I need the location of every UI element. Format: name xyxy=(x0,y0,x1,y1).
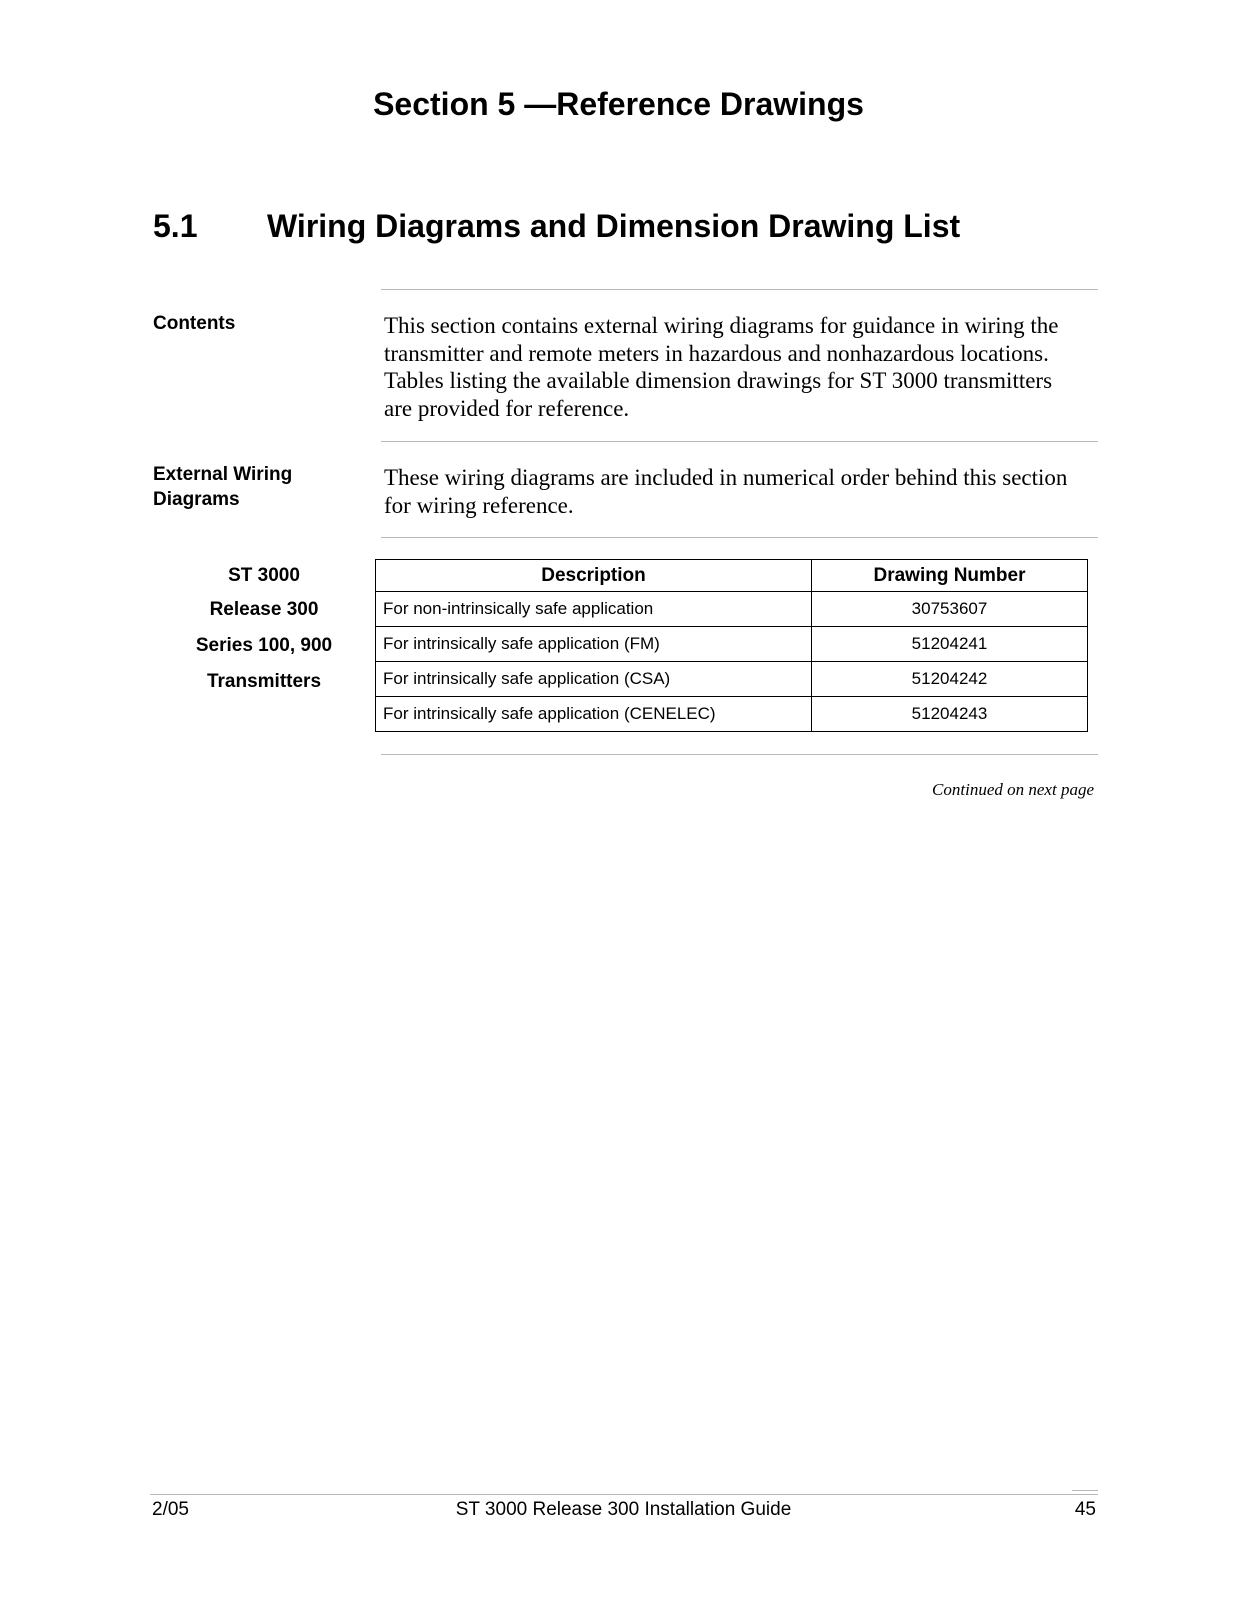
contents-label: Contents xyxy=(153,313,236,334)
table-row xyxy=(376,627,1088,662)
footer-guide-title: ST 3000 Release 300 Installation Guide xyxy=(455,1499,792,1520)
external-wiring-label xyxy=(153,462,353,512)
divider xyxy=(381,289,1098,290)
row-drawing-number: 30753607 xyxy=(812,592,1088,627)
subsection-heading xyxy=(153,208,960,245)
row-description: For intrinsically safe application (CSA) xyxy=(376,662,812,697)
column-header-description: Description xyxy=(376,560,812,592)
external-wiring-label-line2: Diagrams xyxy=(153,489,240,510)
table-row xyxy=(376,662,1088,697)
table-label-line3: Series 100, 900 xyxy=(195,635,333,656)
contents-text: This section contains external wiring diagrams for guidance in wiring the transmitter and remote meters in hazardous and nonhazardous locations. Tables listing the available dimension drawings for ST 3000 transmitters are provided for reference. xyxy=(384,313,1059,421)
row-drawing-number: 51204243 xyxy=(812,697,1088,732)
row-drawing-number: 51204242 xyxy=(812,662,1088,697)
row-drawing-number: 51204241 xyxy=(812,627,1088,662)
continued-note: Continued on next page xyxy=(932,780,1094,799)
footer-page-number: 45 xyxy=(1074,1499,1096,1520)
row-description: For intrinsically safe application (FM) xyxy=(376,627,812,662)
footer-date: 2/05 xyxy=(152,1499,189,1520)
footer-divider-accent xyxy=(1072,1490,1098,1491)
external-wiring-label-line1: External Wiring xyxy=(153,464,293,485)
divider xyxy=(381,537,1098,538)
table-row xyxy=(376,697,1088,732)
divider xyxy=(381,441,1098,442)
subsection-number: 5.1 xyxy=(153,208,198,244)
row-description: For intrinsically safe application (CENELEC) xyxy=(376,697,812,732)
row-description: For non-intrinsically safe application xyxy=(376,592,812,627)
external-wiring-text: These wiring diagrams are included in numerical order behind this section for wiring reference. xyxy=(384,465,1068,518)
table-label-line4: Transmitters xyxy=(206,671,322,692)
section-title: Section 5 —Reference Drawings xyxy=(373,86,864,122)
subsection-title: Wiring Diagrams and Dimension Drawing List xyxy=(267,208,961,244)
column-header-drawing-number: Drawing Number xyxy=(812,560,1088,592)
divider xyxy=(381,754,1098,755)
table-label-line2: Release 300 xyxy=(209,599,319,620)
footer-divider xyxy=(150,1494,1098,1495)
table-header-row xyxy=(376,560,1088,592)
wiring-diagram-table xyxy=(375,559,1088,732)
table-label-line1: ST 3000 xyxy=(228,565,300,586)
table-row xyxy=(376,592,1088,627)
